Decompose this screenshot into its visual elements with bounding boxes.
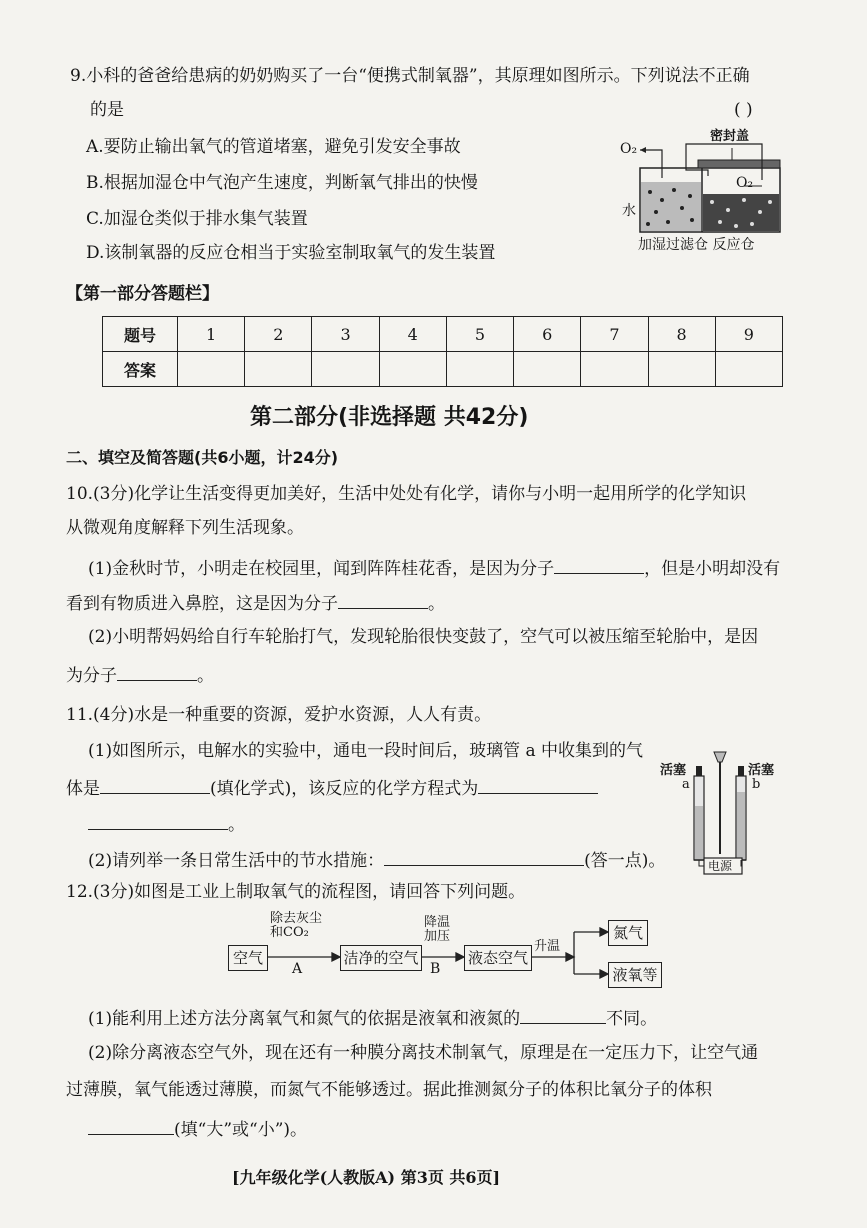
q11-blank-equation-cont[interactable] bbox=[88, 812, 228, 830]
q10-stem-line1: 10.(3分)化学让生活变得更加美好，生活中处处有化学，请你与小明一起用所学的化学知识 bbox=[66, 484, 747, 504]
q11-blank-water-saving[interactable] bbox=[384, 848, 584, 866]
flow-step-b-condition bbox=[424, 916, 450, 945]
page-footer: [九年级化学(人教版A) 第3页 共6页] bbox=[232, 1168, 501, 1187]
stopcock-left-label: 活塞 bbox=[660, 763, 687, 778]
answer-table bbox=[102, 316, 783, 387]
q12-stem: 12.(3分)如图是工业上制取氧气的流程图，请回答下列问题。 bbox=[66, 882, 526, 902]
q11-part1-line3 bbox=[88, 812, 245, 835]
flow-step-a-condition-line2: 和CO₂ bbox=[270, 925, 309, 941]
flow-step-b-condition-line2: 加压 bbox=[424, 929, 451, 945]
table-cell-number: 8 bbox=[648, 317, 715, 352]
q10-p2-end: 。 bbox=[197, 666, 214, 686]
q9-option-b: B.根据加湿仓中气泡产生速度，判断氧气排出的快慢 bbox=[86, 173, 478, 193]
flow-box-air: 空气 bbox=[228, 945, 268, 971]
water-label: 水 bbox=[622, 203, 636, 219]
q10-part2-line2 bbox=[66, 663, 214, 686]
q12-p1-text-a: (1)能利用上述方法分离氧气和氮气的依据是液氧和液氮的 bbox=[88, 1009, 521, 1029]
q12-p1-text-b: 不同。 bbox=[606, 1009, 658, 1029]
table-cell-number: 9 bbox=[715, 317, 782, 352]
electrolysis-figure bbox=[660, 736, 780, 876]
o2-inner-label: O₂ bbox=[736, 175, 754, 191]
power-supply-label: 电源 bbox=[708, 859, 733, 873]
answer-cell[interactable] bbox=[379, 352, 446, 387]
part2-title: 第二部分(非选择题 共42分) bbox=[250, 405, 529, 430]
q11-blank-equation[interactable] bbox=[478, 776, 598, 794]
table-label-answer: 答案 bbox=[103, 352, 178, 387]
q10-blank-2[interactable] bbox=[338, 591, 428, 609]
q10-p1-text-b: ，但是小明却没有 bbox=[644, 559, 781, 579]
flow-step-a-condition bbox=[270, 912, 322, 941]
q10-p1-text-c: 看到有物质进入鼻腔，这是因为分子 bbox=[66, 594, 338, 614]
tube-a-label: a bbox=[682, 777, 690, 792]
stopcock-right-label: 活塞 bbox=[748, 763, 775, 778]
o2-outlet-label: O₂ bbox=[620, 141, 638, 157]
answer-cell[interactable] bbox=[178, 352, 245, 387]
q10-part1-line1 bbox=[88, 556, 780, 579]
q12-p2-text-c: (填“大”或“小”)。 bbox=[174, 1120, 308, 1140]
table-cell-number: 3 bbox=[312, 317, 379, 352]
q11-blank-formula[interactable] bbox=[100, 776, 210, 794]
q11-stem: 11.(4分)水是一种重要的资源，爱护水资源，人人有责。 bbox=[66, 705, 492, 725]
answer-cell[interactable] bbox=[715, 352, 782, 387]
q10-part1-line2 bbox=[66, 591, 445, 614]
flow-step-a-condition-line1: 除去灰尘 bbox=[270, 911, 323, 926]
flow-box-liquid-oxygen: 液氧等 bbox=[608, 962, 662, 988]
table-cell-number: 7 bbox=[581, 317, 648, 352]
q10-p1-end: 。 bbox=[428, 594, 445, 614]
q12-blank-1[interactable] bbox=[520, 1006, 606, 1024]
answer-cell[interactable] bbox=[312, 352, 379, 387]
q12-blank-2[interactable] bbox=[88, 1117, 174, 1135]
q10-stem-line2: 从微观角度解释下列生活现象。 bbox=[66, 518, 304, 538]
q10-p2-text-b: 为分子 bbox=[66, 666, 117, 686]
q12-part2-line3 bbox=[88, 1117, 307, 1140]
q11-part1-line2 bbox=[66, 776, 598, 799]
q10-part2-line1: (2)小明帮妈妈给自行车轮胎打气，发现轮胎很快变鼓了，空气可以被压缩至轮胎中，是因 bbox=[88, 627, 759, 647]
answer-cell[interactable] bbox=[245, 352, 312, 387]
flow-step-b: B bbox=[430, 961, 441, 977]
industrial-oxygen-flowchart bbox=[228, 912, 688, 992]
flow-box-nitrogen: 氮气 bbox=[608, 920, 648, 946]
oxygen-generator-figure bbox=[612, 130, 784, 258]
q11-p2-text-b: (答一点)。 bbox=[584, 851, 666, 871]
q9-answer-paren: ( ) bbox=[734, 100, 753, 120]
table-cell-number: 5 bbox=[446, 317, 513, 352]
flow-box-clean-air: 洁净的空气 bbox=[340, 945, 422, 971]
flow-step-b-condition-line1: 降温 bbox=[424, 915, 451, 930]
table-cell-number: 4 bbox=[379, 317, 446, 352]
q9-option-a: A.要防止输出氧气的管道堵塞，避免引发安全事故 bbox=[86, 137, 461, 157]
q10-blank-3[interactable] bbox=[117, 663, 197, 681]
q9-stem-line1: 9.小科的爸爸给患病的奶奶购买了一台“便携式制氧器”，其原理如图所示。下列说法不正确 bbox=[70, 66, 750, 86]
q11-part1-line1: (1)如图所示，电解水的实验中，通电一段时间后，玻璃管 a 中收集到的气 bbox=[88, 741, 644, 761]
electrolysis-diagram bbox=[660, 736, 780, 876]
q11-part2 bbox=[88, 848, 665, 871]
answer-cell[interactable] bbox=[446, 352, 513, 387]
answer-cell[interactable] bbox=[581, 352, 648, 387]
answer-table-answer-row bbox=[103, 352, 783, 387]
seal-lid-label: 密封盖 bbox=[710, 129, 750, 144]
table-cell-number: 1 bbox=[178, 317, 245, 352]
answer-cell[interactable] bbox=[514, 352, 581, 387]
answer-cell[interactable] bbox=[648, 352, 715, 387]
q11-p1-text-c: (填化学式)，该反应的化学方程式为 bbox=[210, 779, 479, 799]
part1-answer-header: 【第一部分答题栏】 bbox=[66, 284, 219, 304]
figure-caption: 加湿过滤仓 反应仓 bbox=[638, 237, 755, 253]
tube-b-label: b bbox=[752, 777, 761, 792]
q10-blank-1[interactable] bbox=[554, 556, 644, 574]
q11-p1-end: 。 bbox=[228, 815, 245, 835]
section2-header: 二、填空及简答题(共6小题，计24分) bbox=[66, 448, 339, 467]
table-cell-number: 2 bbox=[245, 317, 312, 352]
answer-table-number-row bbox=[103, 317, 783, 352]
q10-p1-text-a: (1)金秋时节，小明走在校园里，闻到阵阵桂花香，是因为分子 bbox=[88, 559, 555, 579]
q11-p2-text-a: (2)请列举一条日常生活中的节水措施： bbox=[88, 851, 385, 871]
q11-p1-text-b: 体是 bbox=[66, 779, 100, 799]
flow-step-c-condition: 升温 bbox=[534, 939, 561, 954]
q12-part2-line2: 过薄膜，氧气能透过薄膜，而氮气不能够透过。据此推测氮分子的体积比氧分子的体积 bbox=[66, 1080, 712, 1100]
table-cell-number: 6 bbox=[514, 317, 581, 352]
flow-box-liquid-air: 液态空气 bbox=[464, 945, 532, 971]
table-label-number: 题号 bbox=[103, 317, 178, 352]
flow-step-a: A bbox=[292, 961, 303, 977]
q9-stem-line2: 的是 bbox=[90, 100, 124, 120]
q9-option-d: D.该制氧器的反应仓相当于实验室制取氧气的发生装置 bbox=[86, 243, 496, 263]
q9-option-c: C.加湿仓类似于排水集气装置 bbox=[86, 209, 308, 229]
q12-part1 bbox=[88, 1006, 657, 1029]
q12-part2-line1: (2)除分离液态空气外，现在还有一种膜分离技术制氧气，原理是在一定压力下，让空气通 bbox=[88, 1043, 759, 1063]
